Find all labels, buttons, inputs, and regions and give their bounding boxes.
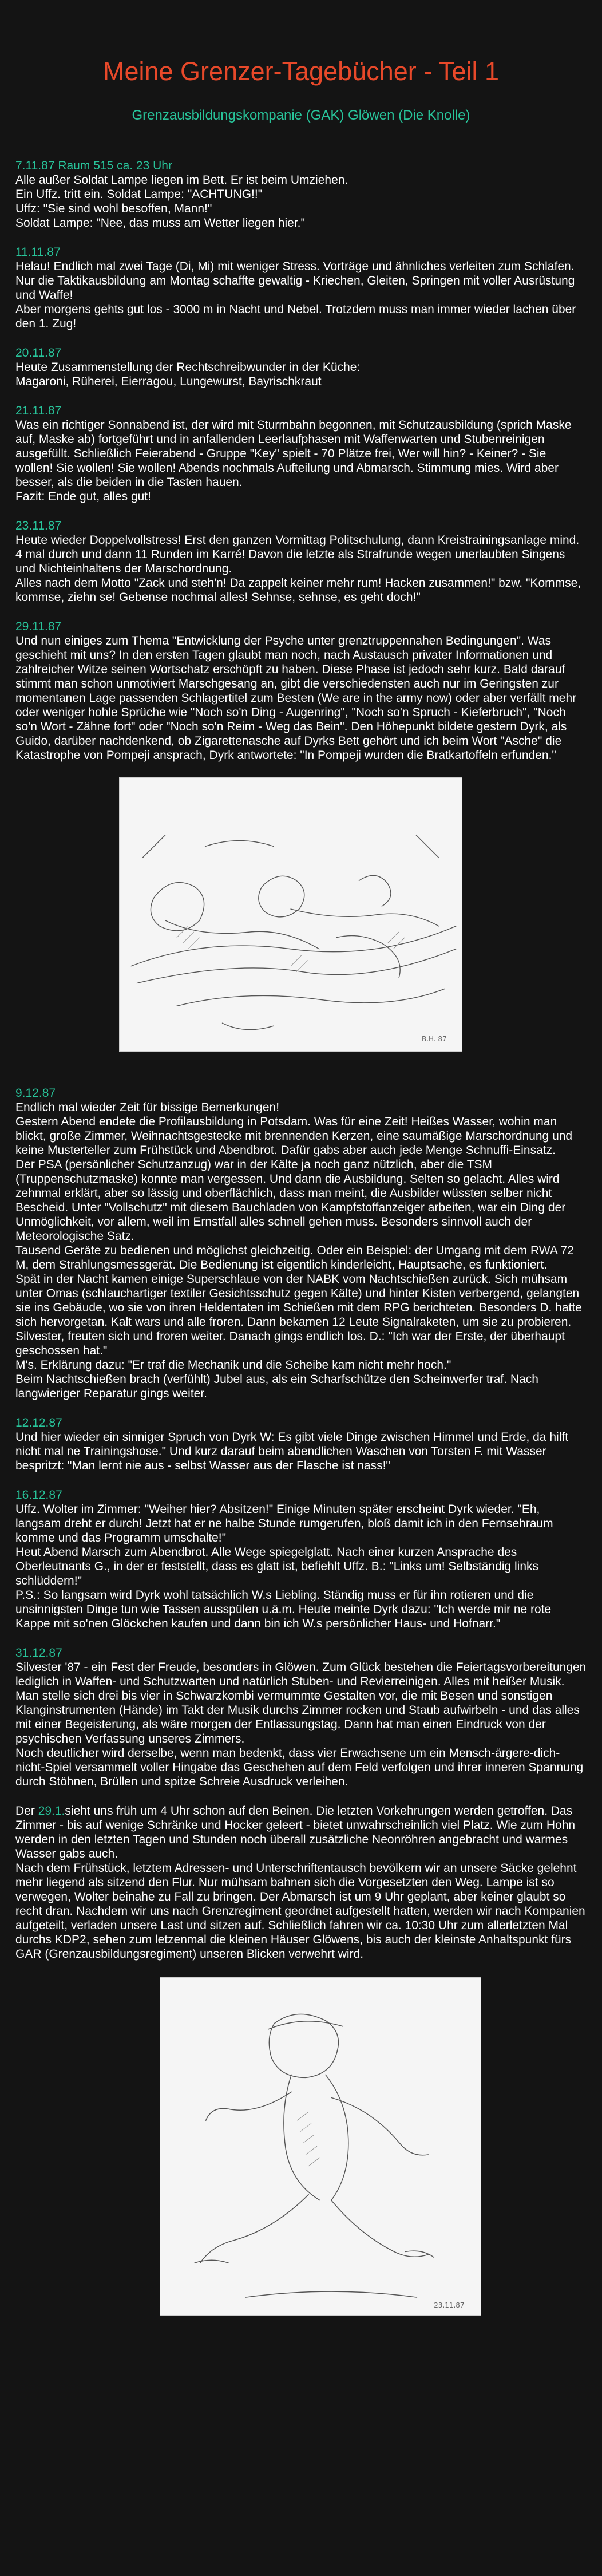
entry-text-lead: Der xyxy=(15,1804,38,1818)
entry-date: 31.12.87 xyxy=(15,1646,62,1660)
entry-text: Heute Zusammenstellung der Rechtschreibwunder in der Küche: Magaroni, Rüherei, Eierragou, Lungewurst, Bayrischkraut xyxy=(15,361,361,388)
entry-date: 16.12.87 xyxy=(15,1488,62,1502)
diary-entries xyxy=(15,159,587,2316)
entry-text: Silvester '87 - ein Fest der Freude, besonders in Glöwen. Zum Glück bestehen die Feiertagsvorbereitungen lediglich in Waffen- und Schutzwarten und natürlich Stuben- und Revierreinigen. Alles mit heißer Musik. Man stelle sich drei bis vier in Schwarzkombi vermummte Gestalten vor, die mit Besen und sonstigen Klanginstrumenten (Hände) im Takt der Musik durchs Zimmer rocken und Staub aufwirbeln - und das alles mit einer Begeisterung, als wäre morgen der Entlassungstag. Dann hat man einen Eindruck von der psychischen Verfassung unseres Zimmers. Noch deutlicher wird derselbe, wenn man bedenkt, dass vier Erwachsene um ein Mensch-ärgere-dich-nicht-Spiel versammelt voller Hingabe das Geschehen auf dem Feld verfolgen und ihrer inneren Spannung durch Stöhnen, Brüllen und spitze Schreie Ausdruck verleihen. xyxy=(15,1661,587,1788)
entry-text: Und hier wieder ein sinniger Spruch von Dyrk W: Es gibt viele Dinge zwischen Himmel und Erde, da hilft nicht mal ne Trainingshose." Und kurz darauf beim abendlichen Waschen von Torsten F. mit Wasser bespritzt: "Man lernt nie aus - selbst Wasser aus der Flasche ist nass!" xyxy=(15,1431,569,1472)
diary-entry xyxy=(15,346,587,389)
entry-text: Uffz. Wolter im Zimmer: "Weiher hier? Absitzen!" Einige Minuten später erscheint Dyrk wieder. "Eh, langsam dreht er durch! Jetzt hat er ne halbe Stunde rumgerufen, bloß damit ich in den Fernsehraum komme und das Programm umschalte!" Heut Abend Marsch zum Abendbrot. Alle Wege spiegelglatt. Nach einer kurzen Ansprache des Oberleutnants G., in der er feststellt, dass es glatt ist, befiehlt Uffz. B.: "Links um! Selbständig links schlüddern!" P.S.: So langsam wird Dyrk wohl tatsächlich W.s Liebling. Ständig muss er für ihn rotieren und die unsinnigsten Dinge tun wie Tassen ausspülen u.ä.m. Heute meinte Dyrk dazu: "Ich werde mir ne rote Kappe mit so'nen Glöckchen kaufen und dann bin ich W.s persönlicher Haus- und Hofnarr." xyxy=(15,1503,553,1630)
diary-entry xyxy=(15,1488,587,1631)
sketch-signature: B.H. 87 xyxy=(422,1035,447,1044)
entry-date-inline: 29.1. xyxy=(38,1804,65,1818)
entry-text xyxy=(15,1804,587,1961)
entry-date: 20.11.87 xyxy=(15,346,62,359)
entry-date: 12.12.87 xyxy=(15,1416,62,1429)
entry-text: Heute wieder Doppelvollstress! Erst den ganzen Vormittag Politschulung, dann Kreistrainingsanlage mind. 4 mal durch und dann 11 Runden im Karré! Davon die letzte als Strafrunde wegen unerlaubten Singens und Nichteinhaltens der Marschordnung. Alles nach dem Motto "Zack und steh'n! Da zappelt keiner mehr rum! Hacken zusammen!" bzw. "Kommse, kommse, ziehn se! Gebense nochmal alles! Sehnse, sehnse, es geht doch!" xyxy=(15,534,581,604)
entry-date: 7.11.87 Raum 515 ca. 23 Uhr xyxy=(15,159,172,172)
page-subtitle: Grenzausbildungskompanie (GAK) Glöwen (Die Knolle) xyxy=(132,108,470,123)
entry-date: 21.11.87 xyxy=(15,404,62,417)
page-title: Meine Grenzer-Tagebücher - Teil 1 xyxy=(102,57,499,86)
diary-entry xyxy=(15,519,587,605)
entry-text: Und nun einiges zum Thema "Entwicklung der Psyche unter grenztruppennahen Bedingungen". Was geschieht mit uns? In den ersten Tagen glaubt man noch, nach Austausch privater Informationen und zahlreicher Witze seinen Wortschatz erschöpft zu haben. Diese Phase ist jedoch sehr kurz. Bald darauf stimmt man schon unmotiviert Marschgesang an, gibt die verschiedensten auch nur im Geringsten zur momentanen Lage passenden Schlagertitel zum Besten (We are in the army now) oder aber verfällt mehr oder weniger hohle Sprüche wie "Noch so'n Ding - Augenring", "Noch so'n Spruch - Kieferbruch", "Noch so'n Wort - Zähne fort" oder "Noch so'n Reim - Weg das Bein". Den Höhepunkt bildete gestern Dyrk, als Guido, darüber nachdenkend, ob Zigarettenasche auf Dyrks Bett gehört und ich beim Wort "Asche" die Katastrophe von Pompeji ansprach, Dyrk antwortete: "In Pompeji wurden die Bratkartoffeln erfunden." xyxy=(15,634,577,762)
entry-text: Alle außer Soldat Lampe liegen im Bett. Er ist beim Umziehen. Ein Uffz. tritt ein. Soldat Lampe: "ACHTUNG!!" Uffz: "Sie sind wohl besoffen, Mann!" Soldat Lampe: "Nee, das muss am Wetter liegen hier." xyxy=(15,173,348,230)
diary-entry xyxy=(15,245,587,331)
entry-text: Was ein richtiger Sonnabend ist, der wird mit Sturmbahn begonnen, mit Schutzausbildung (sprich Maske auf, Maske ab) fortgeführt und in anfallenden Leerlaufphasen mit Waffenwarten und Stubenreinigen ausgefüllt. Schließlich Feierabend - Gruppe "Key" spielt - 70 Plätze frei, Wer will hin? - Keiner? - Sie wollen! Sie wollen! Sie wollen! Abends nochmals Aufteilung und Abmarsch. Stimmung mies. Wird aber besser, als die beiden in die Tasten hauen. Fazit: Ende gut, alles gut! xyxy=(15,418,572,503)
diary-entry xyxy=(15,1646,587,1789)
entry-text: Endlich mal wieder Zeit für bissige Bemerkungen! Gestern Abend endete die Profilausbildung in Potsdam. Was für eine Zeit! Heißes Wasser, wohin man blickt, große Zimmer, Weihnachtsgestecke mit brennenden Kerzen, eine saumäßige Marschordnung und keine Musterteller zum Frühstück und Abendbrot. Dafür gabs aber auch jede Menge Schnuffi-Einsatz. Der PSA (persönlicher Schutzanzug) war in der Kälte ja noch ganz nützlich, aber die TSM (Truppenschutzmaske) konnte man vergessen. Und dann die Ausbildung. Selten so gelacht. Alles wird zehnmal erklärt, aber so lässig und oberflächlich, dass man meint, die Ausbilder wüssten selber nicht Bescheid. Unter "Vollschutz" mit diesem Bauchladen von Kampfstoffanzeiger arbeiten, war ein Ding der Unmöglichkeit, vor allem, weil im Ernstfall alles schnell gehen muss. Besonders sinnvoll auch der Meteorologische Satz. Tausend Geräte zu bedienen und möglichst gleichzeitig. Oder ein Beispiel: der Umgang mit dem RWA 72 M, dem Strahlungsmessgerät. Die Bedienung ist eigentlich kinderleicht, Hauptsache, es funktioniert. Spät in der Nacht kamen einige Superschlaue von der NABK vom Nachtschießen zurück. Sich mühsam unter Omas (schlauchartiger textiler Gesichtsschutz gegen Kälte) und hinter Kisten verbergend, gelangten sie ins Gebäude, wo sie von ihren Heldentaten im Schießen mit dem RPG berichteten. Besonders D. hatte sich hervorgetan. Kalt wars und alle froren. Dann bekamen 12 Leute Signalraketen, um sie zu probieren. Silvester, freuten sich und froren weiter. Danach gings endlich los. D.: "Ich war der Erste, der überhaupt geschossen hat." M's. Erklärung dazu: "Er traf die Mechanik und die Scheibe kam nicht mehr hoch." Beim Nachtschießen brach (verfühlt) Jubel aus, als ein Scharfschütze den Scheinwerfer traf. Nach langwieriger Reparatur gings weiter. xyxy=(15,1101,582,1400)
diary-entry-final xyxy=(15,1804,587,1961)
sketch-sleeping-soldiers-image xyxy=(119,777,462,1052)
entry-date: 9.12.87 xyxy=(15,1086,56,1100)
entry-text: Helau! Endlich mal zwei Tage (Di, Mi) mit weniger Stress. Vorträge und ähnliches verleiten zum Schlafen. Nur die Taktikausbildung am Montag schaffte gewaltig - Kriechen, Gleiten, Springen mit voller Ausrüstung und Waffe! Aber morgens gehts gut los - 3000 m in Nacht und Nebel. Trotzdem muss man immer wieder lachen über den 1. Zug! xyxy=(15,260,576,330)
diary-entry xyxy=(15,404,587,504)
diary-entry xyxy=(15,159,587,230)
entry-text-body: sieht uns früh um 4 Uhr schon auf den Beinen. Die letzten Vorkehrungen werden getroffen. Das Zimmer - bis auf wenige Schränke und Hocker geleert - bietet unwahrscheinlich viel Platz. Wie zum Hohn werden in den letzten Tagen und Stunden noch überall zusätzliche Neonröhren angebracht und warmes Wasser gabs auch. Nach dem Frühstück, letztem Adressen- und Unterschriftentausch bevölkern wir an unsere Säcke gelehnt mehr liegend als sitzend den Flur. Nur mühsam bahnen sich die Vorgesetzten den Weg. Lampe ist so verwegen, Wolter beinahe zu Fall zu bringen. Der Abmarsch ist um 9 Uhr geplant, aber keiner glaubt so recht dran. Nachdem wir uns nach Grenzregiment geordnet aufgestellt hatten, werden wir nach Kompanien aufgeteilt, verladen unsere Last und sitzen auf. Schließlich fahren wir ca. 10:30 Uhr zum allerletzten Mal durchs KDP2, sehen zum letzenmal die kleinen Häuser Glöwens, bis auch der kleinste Anhaltspunkt fürs GAR (Grenzausbildungsregiment) unseren Blicken verwehrt wird. xyxy=(15,1804,585,1961)
diary-entry xyxy=(15,619,587,762)
diary-entry xyxy=(15,1416,587,1473)
entry-date: 11.11.87 xyxy=(15,246,61,259)
entry-date: 29.11.87 xyxy=(15,620,62,633)
entry-date: 23.11.87 xyxy=(15,519,62,532)
sketch-signature: 23.11.87 xyxy=(434,2301,465,2309)
sketch-running-soldier-image xyxy=(160,1977,481,2316)
diary-entry xyxy=(15,1086,587,1401)
